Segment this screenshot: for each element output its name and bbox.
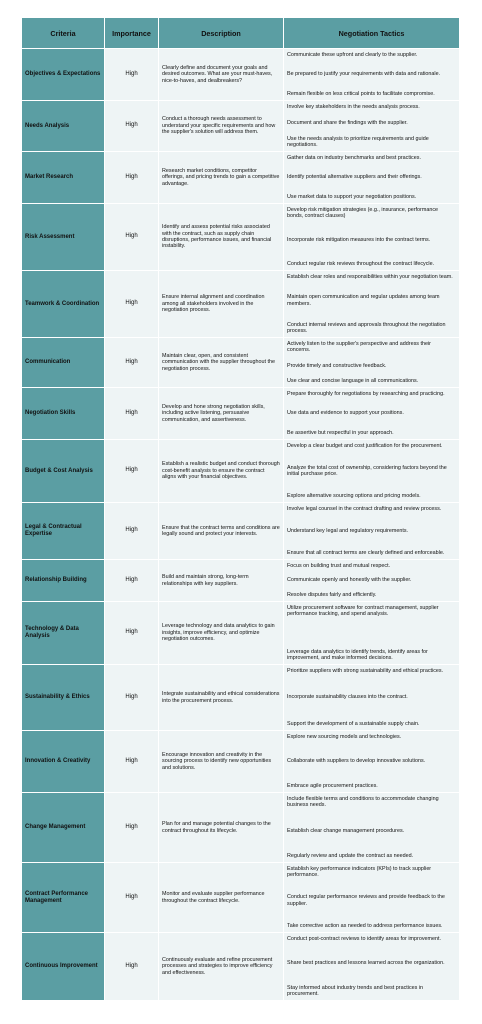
criteria-cell: Relationship Building xyxy=(22,560,105,602)
table-row xyxy=(22,338,460,388)
description-cell: Identify and assess potential risks associated with the contract, such as supply chain disruptions, performance issues, and financial instability. xyxy=(159,204,284,271)
table-header-row xyxy=(22,18,460,49)
tactic-item: Communicate openly and honestly with the supplier. xyxy=(287,577,412,584)
table-row xyxy=(22,665,460,731)
criteria-cell: Communication xyxy=(22,338,105,388)
tactics-list xyxy=(287,104,455,149)
tactics-list xyxy=(287,52,455,98)
importance-cell: High xyxy=(105,665,159,731)
table-row xyxy=(22,933,460,1001)
tactics-list xyxy=(287,341,455,385)
tactic-item: Establish clear roles and responsibilities within your negotiation team. xyxy=(287,273,453,280)
tactic-item: Be assertive but respectful in your approach. xyxy=(287,430,394,436)
description-cell: Monitor and evaluate supplier performance throughout the contract lifecycle. xyxy=(159,863,284,933)
importance-cell: High xyxy=(105,388,159,440)
importance-cell: High xyxy=(105,440,159,503)
tactic-item: Involve key stakeholders in the needs analysis process. xyxy=(287,103,420,110)
criteria-cell: Innovation & Creativity xyxy=(22,731,105,793)
tactics-cell xyxy=(284,933,460,1001)
description-cell: Ensure internal alignment and coordination among all stakeholders involved in the negotiation process. xyxy=(159,271,284,338)
tactics-cell xyxy=(284,665,460,731)
description-cell: Continuously evaluate and refine procurement processes and strategies to improve efficiency and effectiveness. xyxy=(159,933,284,1001)
tactic-item: Collaborate with suppliers to develop innovative solutions. xyxy=(287,758,426,765)
description-cell: Establish a realistic budget and conduct thorough cost-benefit analysis to ensure the contract aligns with your financial objectives. xyxy=(159,440,284,503)
criteria-cell: Negotiation Skills xyxy=(22,388,105,440)
description-cell: Develop and hone strong negotiation skills, including active listening, persuasive communication, and assertiveness. xyxy=(159,388,284,440)
description-cell: Integrate sustainability and ethical considerations into the procurement process. xyxy=(159,665,284,731)
tactics-cell xyxy=(284,731,460,793)
header-criteria: Criteria xyxy=(22,18,105,49)
criteria-cell: Legal & Contractual Expertise xyxy=(22,503,105,560)
criteria-cell: Change Management xyxy=(22,793,105,863)
tactic-item: Use clear and concise language in all communications. xyxy=(287,378,419,385)
tactic-item: Regularly review and update the contract as needed. xyxy=(287,853,414,860)
tactic-item: Conduct internal reviews and approvals throughout the negotiation process. xyxy=(287,321,446,334)
tactic-item: Explore new sourcing models and technologies. xyxy=(287,733,402,740)
tactic-item: Incorporate risk mitigation measures into the contract terms. xyxy=(287,237,431,243)
tactics-list xyxy=(287,605,455,662)
criteria-cell: Continuous Improvement xyxy=(22,933,105,1001)
criteria-cell: Market Research xyxy=(22,152,105,204)
header-tactics: Negotiation Tactics xyxy=(284,18,460,49)
description-cell: Build and maintain strong, long-term relationships with key suppliers. xyxy=(159,560,284,602)
tactics-list xyxy=(287,207,455,268)
tactics-list xyxy=(287,936,455,998)
description-cell: Research market conditions, competitor offerings, and pricing trends to gain a competitive advantage. xyxy=(159,152,284,204)
table-row xyxy=(22,204,460,271)
table-body xyxy=(22,49,460,1001)
tactic-item: Take corrective action as needed to address performance issues. xyxy=(287,923,443,929)
tactic-item: Conduct regular risk reviews throughout the contract lifecycle. xyxy=(287,261,435,268)
tactics-cell xyxy=(284,560,460,602)
table-row xyxy=(22,731,460,793)
tactic-item: Establish clear change management procedures. xyxy=(287,827,405,834)
tactics-cell xyxy=(284,602,460,665)
tactic-item: Use market data to support your negotiation positions. xyxy=(287,194,417,200)
tactic-item: Communicate these upfront and clearly to the supplier. xyxy=(287,51,418,58)
table-row xyxy=(22,602,460,665)
importance-cell: High xyxy=(105,560,159,602)
table-row xyxy=(22,560,460,602)
tactic-item: Utilize procurement software for contract management, supplier performance tracking, and spend analysis. xyxy=(287,604,439,617)
tactic-item: Develop a clear budget and cost justification for the procurement. xyxy=(287,442,443,449)
table-row xyxy=(22,440,460,503)
tactic-item: Prioritize suppliers with strong sustainability and ethical practices. xyxy=(287,667,444,674)
tactic-item: Focus on building trust and mutual respect. xyxy=(287,562,391,569)
importance-cell: High xyxy=(105,49,159,101)
table-row xyxy=(22,49,460,101)
importance-cell: High xyxy=(105,271,159,338)
importance-cell: High xyxy=(105,863,159,933)
tactic-item: Conduct post-contract reviews to identify areas for improvement. xyxy=(287,935,441,942)
criteria-cell: Sustainability & Ethics xyxy=(22,665,105,731)
tactics-list xyxy=(287,734,455,790)
tactics-cell xyxy=(284,49,460,101)
tactic-item: Identify potential alternative suppliers and their offerings. xyxy=(287,174,422,181)
tactics-cell xyxy=(284,440,460,503)
importance-cell: High xyxy=(105,152,159,204)
tactic-item: Maintain open communication and regular updates among team members. xyxy=(287,294,440,307)
tactic-item: Embrace agile procurement practices. xyxy=(287,783,378,789)
tactic-item: Involve legal counsel in the contract drafting and review process. xyxy=(287,505,442,512)
tactics-list xyxy=(287,668,455,728)
header-description: Description xyxy=(159,18,284,49)
tactics-list xyxy=(287,274,455,335)
tactics-list xyxy=(287,866,455,930)
criteria-cell: Risk Assessment xyxy=(22,204,105,271)
tactic-item: Gather data on industry benchmarks and best practices. xyxy=(287,154,421,161)
criteria-cell: Needs Analysis xyxy=(22,101,105,152)
importance-cell: High xyxy=(105,933,159,1001)
tactic-item: Actively listen to the supplier's perspective and address their concerns. xyxy=(287,340,431,353)
description-cell: Conduct a thorough needs assessment to understand your specific requirements and how the supplier's solution will address them. xyxy=(159,101,284,152)
description-cell: Leverage technology and data analytics to gain insights, improve efficiency, and optimize negotiation outcomes. xyxy=(159,602,284,665)
description-cell: Encourage innovation and creativity in the sourcing process to identify new opportunities and solutions. xyxy=(159,731,284,793)
tactic-item: Develop risk mitigation strategies (e.g., insurance, performance bonds, contract clauses) xyxy=(287,206,439,219)
description-cell: Clearly define and document your goals and desired outcomes. What are your must-haves, nice-to-haves, and dealbreakers? xyxy=(159,49,284,101)
tactic-item: Stay informed about industry trends and best practices in procurement. xyxy=(287,984,424,998)
tactic-item: Conduct regular performance reviews and provide feedback to the supplier. xyxy=(287,894,445,907)
importance-cell: High xyxy=(105,338,159,388)
importance-cell: High xyxy=(105,204,159,271)
tactics-cell xyxy=(284,338,460,388)
tactics-cell xyxy=(284,388,460,440)
tactics-cell xyxy=(284,503,460,560)
tactic-item: Use the needs analysis to prioritize requirements and guide negotiations. xyxy=(287,135,429,149)
tactics-list xyxy=(287,155,455,201)
tactic-item: Resolve disputes fairly and efficiently. xyxy=(287,592,377,598)
table-row xyxy=(22,503,460,560)
tactic-item: Analyze the total cost of ownership, considering factors beyond the initial purchase price. xyxy=(287,464,447,477)
description-cell: Maintain clear, open, and consistent communication with the supplier throughout the negotiation process. xyxy=(159,338,284,388)
tactic-item: Understand key legal and regulatory requirements. xyxy=(287,527,409,534)
tactic-item: Incorporate sustainability clauses into the contract. xyxy=(287,694,408,701)
importance-cell: High xyxy=(105,731,159,793)
importance-cell: High xyxy=(105,503,159,560)
table-row xyxy=(22,863,460,933)
criteria-cell: Teamwork & Coordination xyxy=(22,271,105,338)
tactics-list xyxy=(287,506,455,557)
tactic-item: Establish key performance indicators (KPIs) to track supplier performance. xyxy=(287,865,432,878)
tactics-cell xyxy=(284,204,460,271)
tactic-item: Support the development of a sustainable supply chain. xyxy=(287,721,420,727)
tactic-item: Share best practices and lessons learned across the organization. xyxy=(287,960,445,967)
tactics-list xyxy=(287,796,455,860)
criteria-cell: Contract Performance Management xyxy=(22,863,105,933)
tactics-cell xyxy=(284,793,460,863)
tactic-item: Prepare thoroughly for negotiations by researching and practicing. xyxy=(287,390,445,397)
tactics-cell xyxy=(284,152,460,204)
criteria-cell: Budget & Cost Analysis xyxy=(22,440,105,503)
tactic-item: Explore alternative sourcing options and pricing models. xyxy=(287,493,421,500)
tactic-item: Be prepared to justify your requirements with data and rationale. xyxy=(287,71,441,78)
tactic-item: Remain flexible on less critical points to facilitate compromise. xyxy=(287,91,435,97)
description-cell: Ensure that the contract terms and conditions are legally sound and protect your interests. xyxy=(159,503,284,560)
tactic-item: Document and share the findings with the supplier. xyxy=(287,119,408,126)
tactic-item: Provide timely and constructive feedback. xyxy=(287,362,387,369)
table-row xyxy=(22,793,460,863)
tactics-cell xyxy=(284,271,460,338)
criteria-cell: Technology & Data Analysis xyxy=(22,602,105,665)
table-row xyxy=(22,388,460,440)
tactic-item: Include flexible terms and conditions to accommodate changing business needs. xyxy=(287,795,439,808)
tactics-list xyxy=(287,443,455,500)
table-row xyxy=(22,101,460,152)
table-row xyxy=(22,271,460,338)
header-importance: Importance xyxy=(105,18,159,49)
negotiation-criteria-table xyxy=(21,17,460,1001)
importance-cell: High xyxy=(105,793,159,863)
criteria-cell: Objectives & Expectations xyxy=(22,49,105,101)
tactic-item: Use data and evidence to support your positions. xyxy=(287,410,404,417)
description-cell: Plan for and manage potential changes to the contract throughout its lifecycle. xyxy=(159,793,284,863)
tactic-item: Ensure that all contract terms are clearly defined and enforceable. xyxy=(287,550,445,556)
tactics-cell xyxy=(284,101,460,152)
tactics-list xyxy=(287,563,455,599)
tactic-item: Leverage data analytics to identify trends, identify areas for improvement, and make informed decisions. xyxy=(287,648,428,662)
table-row xyxy=(22,152,460,204)
importance-cell: High xyxy=(105,101,159,152)
tactics-list xyxy=(287,391,455,437)
tactics-cell xyxy=(284,863,460,933)
importance-cell: High xyxy=(105,602,159,665)
